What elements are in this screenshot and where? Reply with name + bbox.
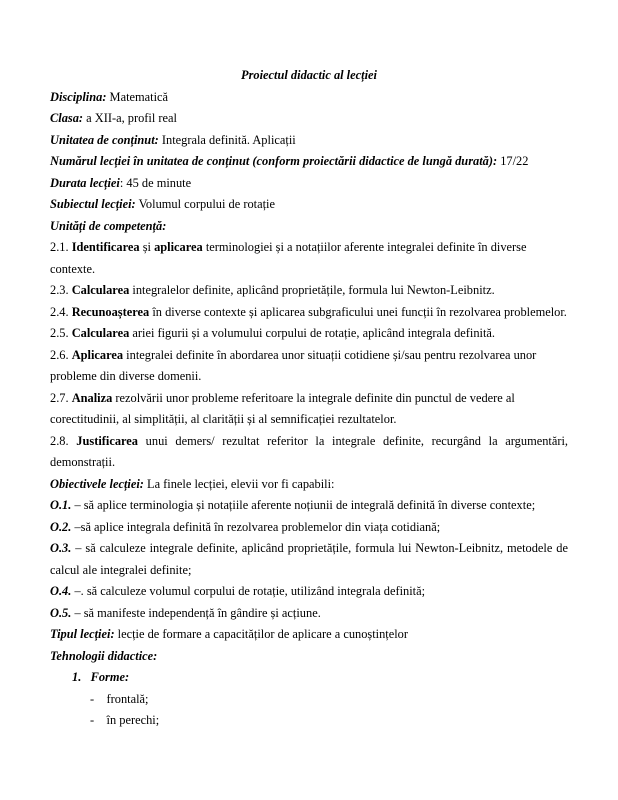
text-run: Recunoașterea <box>71 304 150 319</box>
text-run: demonstrații. <box>50 455 116 469</box>
text-run: probleme din diverse domenii. <box>50 369 202 383</box>
text-run: frontală; <box>106 691 149 706</box>
competenta-2-5 <box>50 323 568 345</box>
text-run: Tehnologii didactice: <box>50 648 158 663</box>
text-run: : 45 de minute <box>119 175 192 190</box>
text-run: integralelor definite, aplicând proprietățile, formula lui Newton-Leibnitz. <box>129 283 495 297</box>
list-item-frontala <box>90 689 568 711</box>
text-run: Proiectul didactic al lecției <box>241 68 377 82</box>
text-run: O.4. <box>50 584 72 598</box>
text-run: 2.8. <box>50 433 77 448</box>
list-item-forme <box>72 667 568 689</box>
text-run: –. să calculeze volumul corpului de rotație, utilizând integrala definită; <box>71 584 426 598</box>
text-run: O.1. <box>50 498 72 512</box>
text-run: 2.3. <box>50 283 72 297</box>
field-durata-lectiei <box>50 173 568 195</box>
list-item-in-perechi <box>90 710 568 732</box>
text-run: 2.4. <box>50 304 72 319</box>
text-run: – să calculeze integrale definite, aplicând proprietățile, formula lui Newton-Leibnitz, metodele de <box>71 541 568 555</box>
text-run: Matematică <box>106 89 169 104</box>
text-run: contexte. <box>50 261 96 276</box>
text-run: terminologiei și a notațiilor aferente integralei definite în diverse <box>202 240 527 254</box>
text-run: O.2. <box>50 519 72 534</box>
competenta-2-7-line-1 <box>50 388 568 410</box>
heading-tehnologii-didactice <box>50 646 568 668</box>
competenta-2-7-line-2 <box>50 409 568 431</box>
competenta-2-6-line-2 <box>50 366 568 388</box>
text-run: ariei figurii și a volumului corpului de rotație, aplicând integrala definită. <box>129 326 496 340</box>
text-run: lecție de formare a capacităților de aplicare a cunoștințelor <box>114 627 409 641</box>
text-run: Calcularea <box>71 326 130 340</box>
text-run: –să aplice integrala definită în rezolvarea problemelor din viața cotidiană; <box>71 519 441 534</box>
objective-o5 <box>50 603 568 625</box>
text-run: Numărul lecției în unitatea de conținut (conform proiectării didactice de lungă durată): <box>50 154 498 168</box>
competenta-2-1-line-2 <box>50 259 568 281</box>
competenta-2-4 <box>50 302 568 324</box>
objective-o3-line-2 <box>50 560 568 582</box>
text-run: – să manifeste independență în gândire și acțiune. <box>71 605 321 620</box>
text-run: 2.1. <box>50 240 72 254</box>
text-run: Aplicarea <box>71 347 124 362</box>
competenta-2-8-line-1 <box>50 431 568 453</box>
field-subiectul-lectiei <box>50 194 568 216</box>
text-run: Identificarea <box>71 240 140 254</box>
text-run: și <box>139 240 155 254</box>
heading-unitati-de-competenta <box>50 216 568 238</box>
competenta-2-3 <box>50 280 568 302</box>
text-run: Justificarea <box>76 433 138 448</box>
text-run: 17/22 <box>497 154 529 168</box>
text-run: O.3. <box>50 541 72 555</box>
text-run: - <box>90 713 95 727</box>
competenta-2-1-line-1 <box>50 237 568 259</box>
objective-o2 <box>50 517 568 539</box>
objective-o3-line-1 <box>50 538 568 560</box>
text-run: – să aplice terminologia și notațiile aferente noțiunii de integrală definită în diverse contexte; <box>71 498 536 512</box>
field-clasa <box>50 108 568 130</box>
text-run: Forme: <box>90 670 130 684</box>
objective-o4 <box>50 581 568 603</box>
text-run: Unități de competență: <box>50 218 167 233</box>
text-run <box>81 670 90 684</box>
text-run: Clasa: <box>50 111 84 125</box>
text-run: Tipul lecției: <box>50 627 115 641</box>
text-run: Obiectivele lecției: <box>50 476 144 491</box>
text-run: Integrala definită. Aplicații <box>158 132 296 147</box>
text-run: 2.6. <box>50 347 72 362</box>
field-unitatea-de-continut <box>50 130 568 152</box>
text-run <box>94 692 106 706</box>
text-run: a XII-a, profil real <box>83 111 177 125</box>
text-run: O.5. <box>50 605 72 620</box>
text-run: Subiectul lecției: <box>50 197 136 211</box>
text-run: Disciplina: <box>50 89 107 104</box>
competenta-2-6-line-1 <box>50 345 568 367</box>
text-run: 1. <box>72 670 82 684</box>
text-run: integralei definite în abordarea unor situații cotidiene și/sau pentru rezolvarea unor <box>123 347 537 362</box>
text-run: aplicarea <box>154 240 203 254</box>
text-run: - <box>90 691 95 706</box>
text-run: Unitatea de conținut: <box>50 132 159 147</box>
text-run: rezolvării unor probleme referitoare la integrale definite din punctul de vedere al <box>112 390 515 405</box>
text-run: 2.5. <box>50 326 72 340</box>
text-run: 2.7. <box>50 390 72 405</box>
heading-obiectivele-lectiei <box>50 474 568 496</box>
field-disciplina <box>50 87 568 109</box>
text-run: calcul ale integralei definite; <box>50 562 192 577</box>
field-numarul-lectiei <box>50 151 568 173</box>
text-run: La finele lecției, elevii vor fi capabili: <box>143 476 335 491</box>
text-run: în perechi; <box>106 713 160 727</box>
text-run <box>94 713 106 727</box>
text-run: unui demers/ rezultat referitor la integrale definite, recurgând la argumentări, <box>138 433 569 448</box>
text-run: în diverse contexte și aplicarea subgraficului unei funcții în rezolvarea problemelor. <box>149 304 567 319</box>
field-tipul-lectiei <box>50 624 568 646</box>
objective-o1 <box>50 495 568 517</box>
competenta-2-8-line-2 <box>50 452 568 474</box>
text-run: Durata lecției <box>50 175 120 190</box>
document-title <box>50 65 568 87</box>
text-run: Analiza <box>71 390 113 405</box>
text-run: Volumul corpului de rotație <box>135 197 275 211</box>
text-run: corectitudinii, al simplității, al clarității și al semnificației rezultatelor. <box>50 412 397 426</box>
text-run: Calcularea <box>71 283 130 297</box>
